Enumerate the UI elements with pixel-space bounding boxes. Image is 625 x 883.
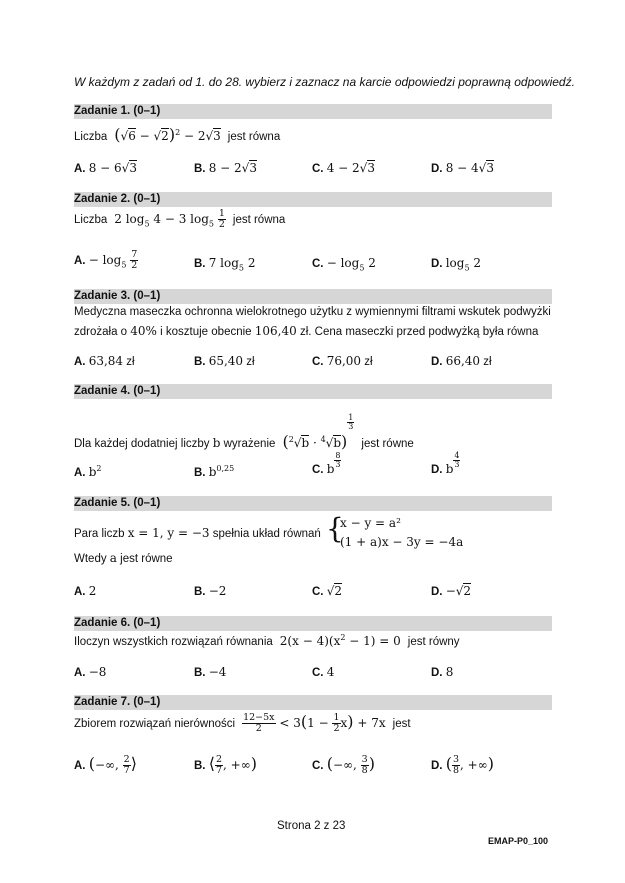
task-7-expression: $\frac{12-5x}{2}$ < 3(1 − $\frac{1}{2}$ x) + 7x: [243, 712, 390, 734]
exam-code: EMAP-P0_100: [488, 836, 549, 846]
task-4-option-d[interactable]: D. b $\frac{4}{3}$: [431, 451, 460, 476]
task-4-header: Zadanie 4. (0–1): [74, 384, 552, 399]
task-1-expression: $(√6 - √2)^2 - 2√3$: [114, 125, 221, 144]
task-2-option-b[interactable]: B. 7 $\log_5 2$: [194, 256, 256, 273]
task-5-line2: Wtedy a jest równe: [74, 551, 173, 565]
task-5-question: Para liczb x = 1, y = −3 spełnia układ równań: [74, 526, 321, 540]
task-6-option-c[interactable]: C. 4: [312, 665, 335, 679]
task-1-question: Liczba $(√6 - √2)^2 - 2√3$ jest równa: [74, 125, 281, 144]
task-4-option-c[interactable]: C. b $\frac{8}{3}$: [312, 451, 341, 476]
task-4-option-b[interactable]: B. $b^{0,25}$: [194, 464, 235, 479]
task-7-option-a[interactable]: A. (−∞, $\frac{2}{7}$ ⟩: [74, 754, 137, 776]
task-1-option-b[interactable]: B. 8 − 2√3: [194, 161, 257, 175]
task-3-option-d[interactable]: D. 66,40 zł: [431, 354, 492, 368]
task-3-option-a[interactable]: A. 63,84 zł: [74, 354, 135, 368]
task-6-question: Iloczyn wszystkich rozwiązań równania $2(x - 4)(x^2 - 1) = 0$ jest równy: [74, 633, 460, 648]
task-6-option-a[interactable]: A. −8: [74, 665, 107, 679]
task-3-option-c[interactable]: C. 76,00 zł: [312, 354, 373, 368]
task-7-header: Zadanie 7. (0–1): [74, 695, 552, 710]
task-7-option-b[interactable]: B. ⟨ $\frac{2}{7}$ , +∞): [194, 754, 257, 776]
task-2-option-a[interactable]: A. − $\log_5$ $\frac{7}{2}$: [74, 249, 138, 271]
task-3-line2: zdrożała o 40% i kosztuje obecnie 106,40 zł. Cena maseczki przed podwyżką była równa: [74, 324, 539, 338]
task-4-expression: ($^2$√b · $^4$√b) $\frac{1}{3}$: [282, 413, 354, 451]
task-2-header: Zadanie 2. (0–1): [74, 192, 552, 207]
task-3-option-b[interactable]: B. 65,40 zł: [194, 354, 255, 368]
task-2-option-c[interactable]: C. − $\log_5 2$: [312, 256, 376, 273]
task-2-question: Liczba 2 $\log_5 4 - 3$ $\log_5$ $\frac{1}{2}$ jest równa: [74, 208, 286, 230]
task-7-option-c[interactable]: C. (−∞, $\frac{3}{8}$ ): [312, 754, 375, 776]
task-7-option-d[interactable]: D. ( $\frac{3}{8}$ , +∞): [431, 754, 494, 776]
task-2-expression: 2 $\log_5 4 - 3$ $\log_5$ $\frac{1}{2}$: [110, 208, 225, 230]
task-5-option-c[interactable]: C. √2: [312, 584, 342, 598]
task-3-header: Zadanie 3. (0–1): [74, 289, 552, 304]
task-5-option-d[interactable]: D. −√2: [431, 584, 472, 598]
task-5-equation-2: (1 + a)x − 3y = −4a: [340, 535, 464, 549]
task-4-question: Dla każdej dodatniej liczby b wyrażenie ($^2$√b · $^4$√b) $\frac{1}{3}$ jest równe: [74, 413, 414, 451]
task-7-question: Zbiorem rozwiązań nierówności $\frac{12-5x}{2}$ < 3(1 − $\frac{1}{2}$ x) + 7x jest: [74, 712, 411, 734]
task-1-header: Zadanie 1. (0–1): [74, 104, 552, 119]
system-brace: {: [326, 512, 344, 545]
task-6-header: Zadanie 6. (0–1): [74, 616, 552, 631]
task-1-option-c[interactable]: C. 4 − 2√3: [312, 161, 375, 175]
task-6-option-d[interactable]: D. 8: [431, 665, 454, 679]
task-1-option-a[interactable]: A. 8 − 6√3: [74, 161, 137, 175]
task-6-option-b[interactable]: B. −4: [194, 665, 227, 679]
page-number: Strona 2 z 23: [277, 820, 346, 832]
task-5-header: Zadanie 5. (0–1): [74, 496, 552, 511]
task-4-option-a[interactable]: A. $b^2$: [74, 464, 102, 479]
task-5-option-a[interactable]: A. 2: [74, 584, 97, 598]
task-5-option-b[interactable]: B. −2: [194, 584, 227, 598]
task-3-line1: Medyczna maseczka ochronna wielokrotnego użytku z wymiennymi filtrami wskutek podwyżki: [74, 306, 551, 318]
instructions: W każdym z zadań od 1. do 28. wybierz i zaznacz na karcie odpowiedzi poprawną odpowiedź.: [74, 75, 575, 89]
task-6-expression: $2(x - 4)(x^2 - 1) = 0$: [275, 633, 405, 648]
task-1-option-d[interactable]: D. 8 − 4√3: [431, 161, 494, 175]
task-2-option-d[interactable]: D. $\log_5 2$: [431, 256, 481, 273]
task-5-equation-1: x − y = a²: [340, 516, 401, 530]
